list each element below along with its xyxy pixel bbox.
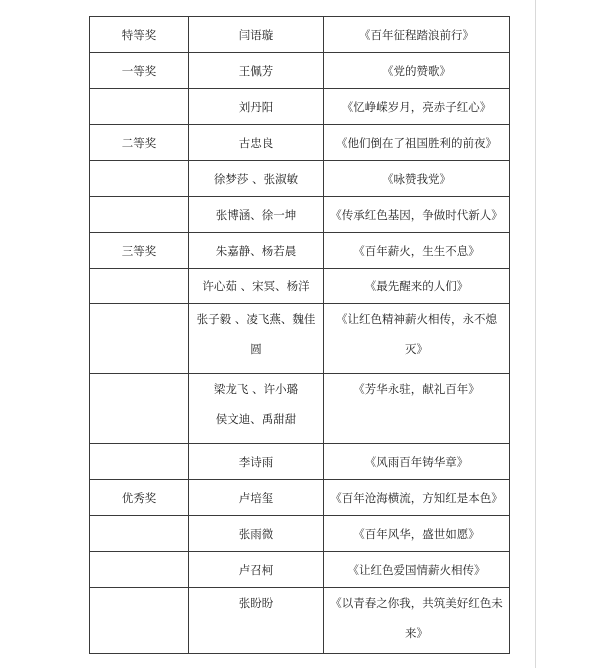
winner-names-cell: 许心茹 、宋冥、杨洋 [189, 269, 324, 304]
award-cell [90, 374, 189, 444]
award-cell: 特等奖 [90, 17, 189, 53]
award-cell: 优秀奖 [90, 480, 189, 516]
award-cell: 三等奖 [90, 233, 189, 269]
table-row [90, 516, 510, 552]
work-title-cell: 《百年征程踏浪前行》 [324, 17, 510, 53]
winner-names-cell: 徐梦莎 、张淑敏 [189, 161, 324, 197]
work-title-cell: 《风雨百年铸华章》 [324, 444, 510, 480]
award-cell [90, 89, 189, 125]
table-row [90, 17, 510, 53]
award-cell [90, 588, 189, 654]
winner-names-cell: 刘丹阳 [189, 89, 324, 125]
work-title-line: 来》 [405, 626, 428, 640]
work-title-cell: 《最先醒来的人们》 [324, 269, 510, 304]
table-row [90, 269, 510, 304]
award-cell: 一等奖 [90, 53, 189, 89]
table-row [90, 53, 510, 89]
winner-names-cell: 朱嘉静、杨若晨 [189, 233, 324, 269]
winner-names-cell: 张盼盼 [189, 588, 324, 654]
winner-names-cell: 张雨微 [189, 516, 324, 552]
work-title-cell: 《咏赞我党》 [324, 161, 510, 197]
winner-names-line: 张子毅 、凌飞燕、魏佳 [196, 312, 316, 326]
winner-names-line: 梁龙飞 、许小璐 [213, 382, 299, 396]
table-row [90, 588, 510, 654]
table-row [90, 125, 510, 161]
award-cell [90, 444, 189, 480]
winner-names-cell: 张博涵、徐一坤 [189, 197, 324, 233]
award-cell: 二等奖 [90, 125, 189, 161]
award-cell [90, 161, 189, 197]
table-row [90, 233, 510, 269]
winner-names-line: 圆 [250, 342, 262, 356]
work-title-cell: 《让红色爱国情薪火相传》 [324, 552, 510, 588]
work-title-line: 《以青春之你我，共筑美好红色未 [330, 596, 503, 610]
table-row [90, 304, 510, 374]
table-row [90, 444, 510, 480]
table-row [90, 197, 510, 233]
work-title-cell: 《百年薪火，生生不息》 [324, 233, 510, 269]
work-title-cell: 《他们倒在了祖国胜利的前夜》 [324, 125, 510, 161]
award-table [89, 16, 510, 654]
page-edge-line [535, 0, 536, 668]
winner-names-cell: 古忠良 [189, 125, 324, 161]
work-title-cell: 《芳华永驻，献礼百年》 [324, 374, 510, 444]
table-row [90, 89, 510, 125]
award-cell [90, 304, 189, 374]
table-row [90, 552, 510, 588]
award-cell [90, 552, 189, 588]
work-title-cell: 《党的赞歌》 [324, 53, 510, 89]
winner-names-line: 侯文迪、禹甜甜 [215, 412, 297, 426]
work-title-cell: 《百年沧海横流，方知红是本色》 [324, 480, 510, 516]
winner-names-cell: 闫语璇 [189, 17, 324, 53]
winner-names-cell: 王佩芳 [189, 53, 324, 89]
winner-names-cell [189, 304, 324, 374]
work-title-cell: 《忆峥嵘岁月，亮赤子红心》 [324, 89, 510, 125]
work-title-cell [324, 588, 510, 654]
winner-names-cell: 卢培玺 [189, 480, 324, 516]
winner-names-cell: 李诗雨 [189, 444, 324, 480]
work-title-cell: 《传承红色基因，争做时代新人》 [324, 197, 510, 233]
award-cell [90, 269, 189, 304]
work-title-cell: 《百年风华，盛世如愿》 [324, 516, 510, 552]
table-row [90, 374, 510, 444]
award-cell [90, 516, 189, 552]
winner-names-cell [189, 374, 324, 444]
work-title-cell: 《让红色精神薪火相传，永不熄灭》 [324, 304, 510, 374]
table-row [90, 480, 510, 516]
award-cell [90, 197, 189, 233]
winner-names-cell: 卢召柯 [189, 552, 324, 588]
table-row [90, 161, 510, 197]
